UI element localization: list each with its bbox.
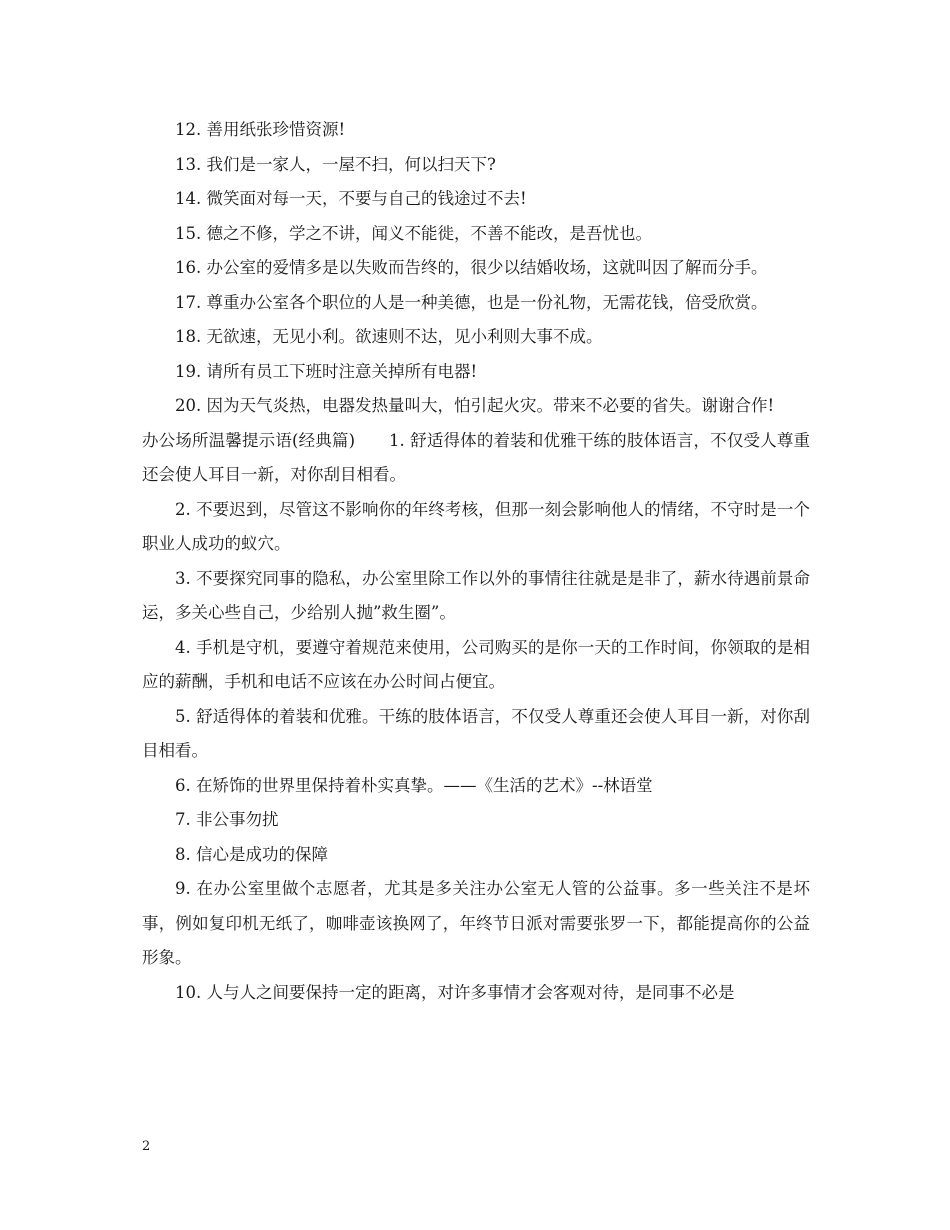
tip-item-10: 10. 人与人之间要保持一定的距离，对许多事情才会客观对待，是同事不必是 [175,982,735,1002]
paragraph-12: 12. 善用纸张珍惜资源! [175,120,346,139]
paragraph-15: 15. 德之不修，学之不讲，闻义不能徙，不善不能改，是吾忧也。 [175,223,652,243]
paragraph-13: 13. 我们是一家人，一屋不扫，何以扫天下? [175,154,496,174]
tip-item-3: 3. 不要探究同事的隐私，办公室里除工作以外的事情往往就是是非了，薪水待遇前景命运，多关心些自己，少给别人抛”救生圈”。 [142,568,810,622]
page-number: 2 [142,1139,151,1154]
paragraph-18: 18. 无欲速，无见小利。欲速则不达，见小利则大事不成。 [175,327,603,346]
section-heading: 办公场所温馨提示语(经典篇) [142,430,356,450]
tip-item-7: 7. 非公事勿扰 [175,810,279,829]
tip-item-4: 4. 手机是守机，要遵守着规范来使用，公司购买的是你一天的工作时间，你领取的是相应的薪酬，手机和电话不应该在办公时间占便宜。 [142,637,810,691]
tip-item-9: 9. 在办公室里做个志愿者，尤其是多关注办公室无人管的公益事。多一些关注不是坏事，例如复印机无纸了，咖啡壶该换网了，年终节日派对需要张罗一下，都能提高你的公益形象。 [142,879,810,967]
page-body [142,113,810,1010]
tip-item-2: 2. 不要迟到，尽管这不影响你的年终考核，但那一刻会影响他人的情绪，不守时是一个职业人成功的蚁穴。 [142,499,810,553]
paragraph-20: 20. 因为天气炎热，电器发热量叫大，怕引起火灾。带来不必要的省失。谢谢合作! [175,396,775,415]
tip-item-8: 8. 信心是成功的保障 [175,844,328,864]
tip-item-6: 6. 在矫饰的世界里保持着朴实真挚。——《生活的艺术》--林语堂 [175,775,653,795]
tip-item-5: 5. 舒适得体的着装和优雅。干练的肢体语言，不仅受人尊重还会使人耳目一新，对你刮目相看。 [142,706,810,760]
section-intro [142,424,810,493]
paragraph-19: 19. 请所有员工下班时注意关掉所有电器! [175,361,478,381]
paragraph-14: 14. 微笑面对每一天，不要与自己的钱途过不去! [175,189,527,208]
tip-item-1: 1. 舒适得体的着装和优雅干练的肢体语言，不仅受人尊重还会使人耳目一新，对你刮目相看。 [142,430,810,484]
paragraph-17: 17. 尊重办公室各个职位的人是一种美德，也是一份礼物，无需花钱，倍受欣赏。 [175,292,768,312]
paragraph-16: 16. 办公室的爱情多是以失败而告终的，很少以结婚收场，这就叫因了解而分手。 [175,258,768,277]
